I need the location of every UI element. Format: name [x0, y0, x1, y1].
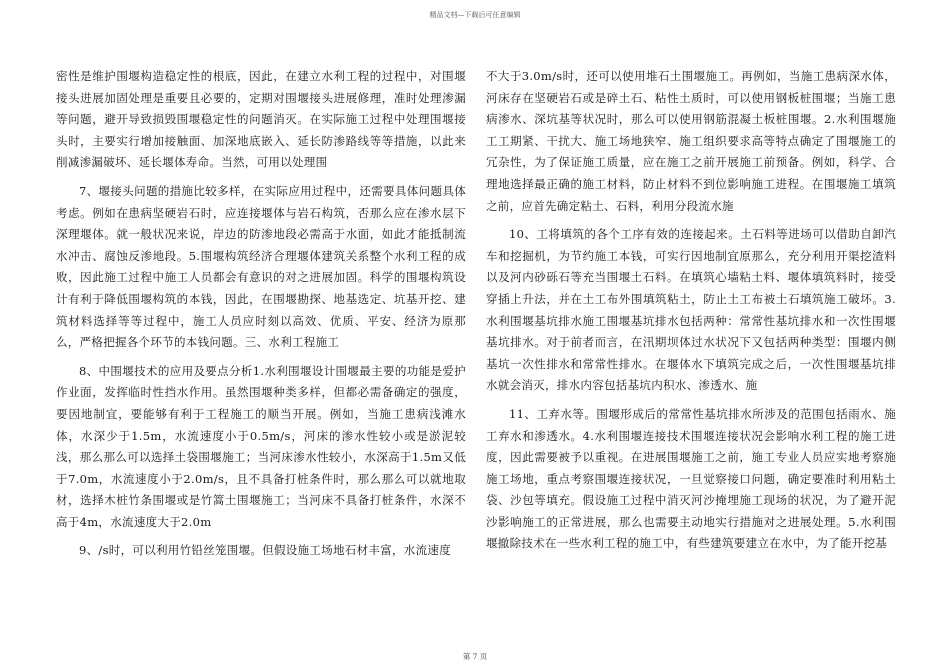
paragraph: 11、工弃水等。围堰形成后的常常性基坑排水所涉及的范围包括雨水、施工弃水和渗透水。4.水利围堰连接技术围堰连接状况会影响水利工程的施工进度，因此需要被予以重视。在进展围堰施工之前，施工专业人员应实地考察施施工场地，重点考察围堰连接状况，一旦觉察接口问题，确定要准时利用粘土袋、沙包等填充。假设施工过程中消灭河沙掩埋施工现场的状况，为了避开泥沙影响施工的正常进展，那么也需要主动地实行措施对之进展处理。5.水利围堰撤除技术在一些水利工程的施工中，有些建筑要建立在水中，为了能开挖基: [486, 406, 896, 551]
paragraph: 10、工将填筑的各个工序有效的连接起来。土石料等进场可以借助自卸汽车和挖掘机，为节约施工本钱，可实行因地制宜原那么，充分利用开渠挖渣料以及河内砂砾石等充当围堰土石料。在填筑心墙粘土料、堰体填筑料时，接受穿插上升法，并在土工布外围填筑粘土，防止土工布被土石填筑施工破坏。3.水利围堰基坑排水施工围堰基坑排水包括两种：常常性基坑排水和一次性围堰基坑排水。对于前者而言，在汛期坝体过水状况下又包括两种类型：围堰内侧基坑一次性排水和常常性排水。在堰体水下填筑完成之后，一次性围堰基坑排水就会消灭，排水内容包括基坑内积水、渗透水、施: [486, 227, 896, 393]
paragraph: 密性是维护围堰构造稳定性的根底，因此，在建立水利工程的过程中，对围堰接头进展加固处理是重要且必要的，定期对围堰接头进展修理，准时处理渗漏等问题，避开导致损毁围堰稳定性的问题消灭。在实际施工过程中处理围堰接头时，主要实行增加接触面、加深地底嵌入、延长防渗路线等等措施，以此来削减渗漏破坏、延长堰体寿命。当然，可用以处理围: [56, 69, 466, 170]
page-header: 精品文档—下载后可任意编辑: [429, 11, 521, 19]
left-column: [56, 66, 466, 569]
paragraph: 9、/s时，可以利用竹铅丝笼围堰。但假设施工场地石材丰富，水流速度: [79, 543, 451, 558]
paragraph: 7、堰接头问题的措施比较多样，在实际应用过程中，还需要具体问题具体考虑。例如在患病坚硬岩石时，应连接堰体与岩石构筑，否那么应在渗水层下深理堰体。就一般状况来说，岸边的防渗地段必需高于水面，如此才能抵制流水冲击、腐蚀反渗地段。5.围堰构筑经济合理堰体建筑关系整个水利工程的成败，因此施工过程中施工人员都会有意识的对之进展加固。科学的围堰构筑设计有利于降低围堰构筑的本钱，因此，在围堰勘探、地基选定、坑基开挖、建筑材料选择等等过程中，施工人员应时刻以高效、优质、平安、经济为原那么，严格把握各个环节的本钱问题。三、水利工程施工: [56, 183, 466, 350]
paragraph: 8、中围堰技术的应用及要点分析1.水利围堰设计围堰最主要的功能是爱护作业面，发挥临时性挡水作用。虽然围堰种类多样，但都必需备确定的强度，要因地制宜，要能够有利于工程施工的顺当开展。例如，当施工患病浅滩水体，水深少于1.5m，水流速度小于0.5m/s，河床的渗水性较小或是淤泥较浅，那么那么可以选择土袋围堰施工；当河床渗水性较小，水深高于1.5m又低于7.0m，水流速度小于2.0m/s，且不具备打桩条件时，那么那么可以就地取材，选择木桩竹条围堰或是竹篙土围堰施工；当河床不具备打桩条件，水深不高于4m，水流速度大于2.0m: [56, 363, 466, 529]
page-number: 第 7 页: [462, 652, 488, 661]
paragraph: 不大于3.0m/s时，还可以使用堆石土围堰施工。再例如，当施工患病深水体，河床存在坚硬岩石或是碎土石、粘性土质时，可以使用钢板桩围堰；当施工患病渗水、深坑基等状况时，那么可以使用钢筋混凝土板桩围堰。2.水利围堰施工工期紧、干扰大、施工场地狭窄、施工组织要求高等特点确定了围堰施工的冗杂性，为了保证施工质量，应在施工之前开展施工前预备。例如，科学、合理地选择最正确的施工材料，防止材料不到位影响施工进程。在围堰施工填筑之前，应首先确定粘土、石料，利用分段流水施: [486, 69, 896, 213]
right-column: [486, 66, 896, 562]
